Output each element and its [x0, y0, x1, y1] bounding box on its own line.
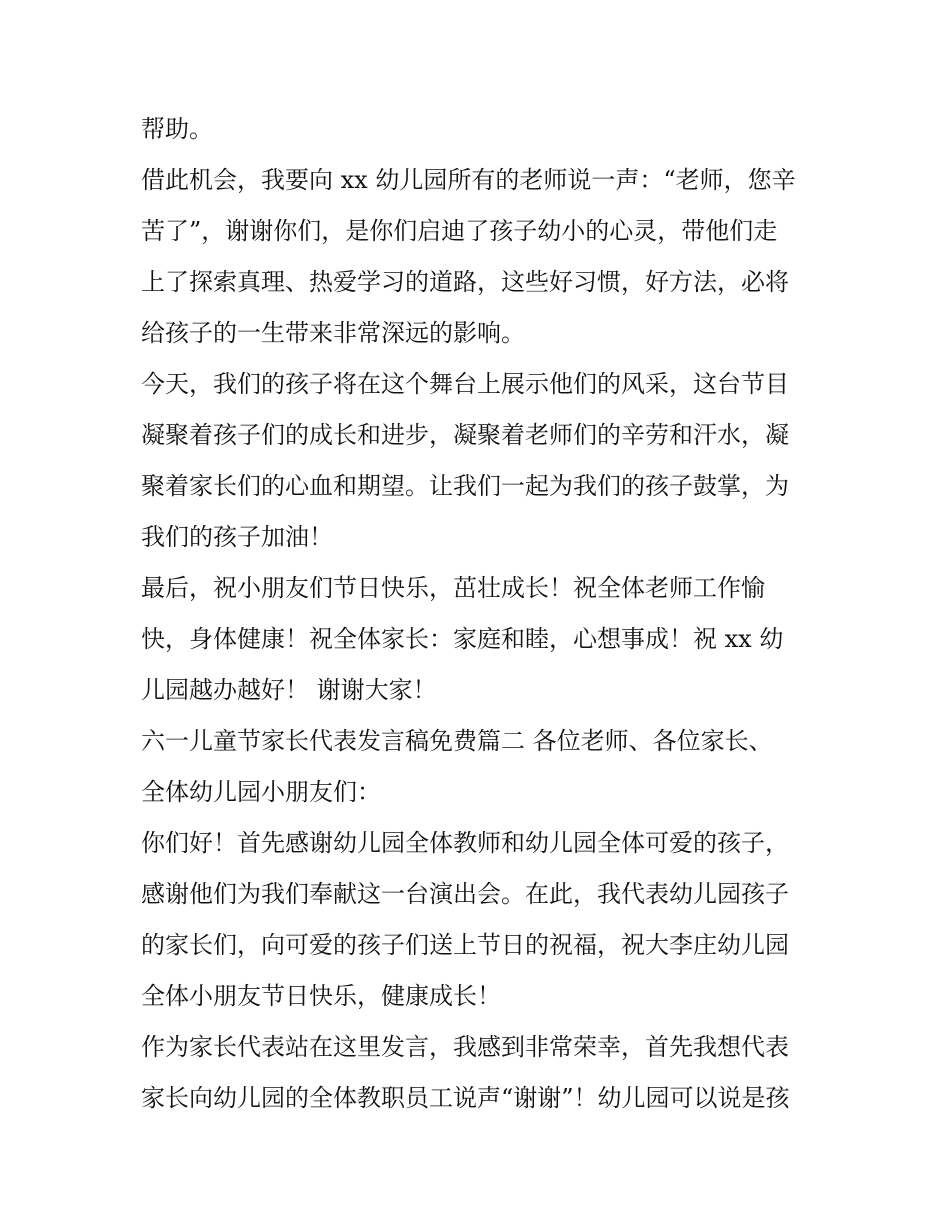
text-line: 帮助。 [141, 115, 213, 143]
text-line: 快，身体健康！祝全体家长：家庭和睦，心想事成！祝 xx 幼 [141, 625, 784, 653]
text-line: 借此机会，我要向 xx 幼儿园所有的老师说一声：“老师，您辛 [141, 166, 796, 194]
text-line: 苦了”，谢谢你们，是你们启迪了孩子幼小的心灵，带他们走 [141, 217, 778, 245]
text-line: 聚着家长们的心血和期望。让我们一起为我们的孩子鼓掌，为 [141, 472, 789, 500]
text-line: 今天，我们的孩子将在这个舞台上展示他们的风采，这台节目 [141, 370, 789, 398]
text-line: 感谢他们为我们奉献这一台演出会。在此，我代表幼儿园孩子 [141, 880, 789, 908]
text-line: 全体小朋友节日快乐，健康成长！ [141, 982, 501, 1010]
text-line: 上了探索真理、热爱学习的道路，这些好习惯，好方法，必将 [141, 268, 789, 296]
text-line: 凝聚着孩子们的成长和进步，凝聚着老师们的辛劳和汗水，凝 [141, 421, 789, 449]
text-line: 家长向幼儿园的全体教职员工说声“谢谢”！幼儿园可以说是孩 [141, 1084, 790, 1112]
text-line: 我们的孩子加油！ [141, 523, 333, 551]
text-line: 儿园越办越好！ 谢谢大家！ [141, 676, 437, 704]
text-line: 给孩子的一生带来非常深远的影响。 [141, 319, 525, 347]
document-body [141, 104, 821, 1124]
text-line: 你们好！首先感谢幼儿园全体教师和幼儿园全体可爱的孩子， [141, 829, 789, 857]
text-line: 全体幼儿园小朋友们： [141, 778, 381, 806]
text-line: 作为家长代表站在这里发言，我感到非常荣幸，首先我想代表 [141, 1033, 789, 1061]
text-line: 最后，祝小朋友们节日快乐，茁壮成长！祝全体老师工作愉 [141, 574, 765, 602]
text-line: 的家长们，向可爱的孩子们送上节日的祝福，祝大李庄幼儿园 [141, 931, 789, 959]
section-heading-line: 六一儿童节家长代表发言稿免费篇二 各位老师、各位家长、 [141, 727, 773, 755]
